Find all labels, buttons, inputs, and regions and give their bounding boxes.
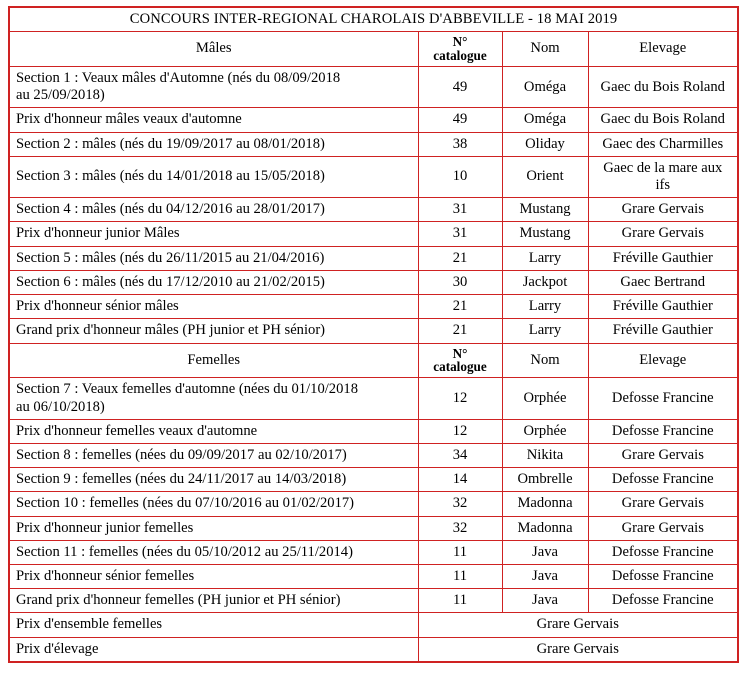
row-label: Prix d'honneur femelles veaux d'automne	[9, 419, 418, 443]
table-row	[9, 246, 738, 270]
row-nom: Mustang	[502, 222, 588, 246]
row-elevage: Gaec du Bois Roland	[588, 108, 738, 132]
row-catalogue: 32	[418, 516, 502, 540]
row-label: Section 3 : mâles (nés du 14/01/2018 au 15/05/2018)	[9, 156, 418, 197]
table-row	[9, 378, 738, 419]
row-catalogue: 21	[418, 319, 502, 343]
summary-row	[9, 613, 738, 637]
row-label-line1: Section 7 : Veaux femelles d'automne (nées du 01/10/2018	[16, 381, 358, 398]
row-catalogue: 31	[418, 198, 502, 222]
row-catalogue: 11	[418, 589, 502, 613]
row-label-line2: au 06/10/2018)	[16, 398, 105, 415]
femelles-header-row	[9, 343, 738, 378]
row-elevage: Fréville Gauthier	[588, 295, 738, 319]
row-nom: Java	[502, 589, 588, 613]
column-header-catalogue	[418, 343, 502, 378]
table-row	[9, 492, 738, 516]
row-catalogue: 12	[418, 378, 502, 419]
row-label: Grand prix d'honneur femelles (PH junior et PH sénior)	[9, 589, 418, 613]
table-row	[9, 132, 738, 156]
column-header-nom: Nom	[502, 343, 588, 378]
row-label: Section 10 : femelles (nées du 07/10/2016 au 01/02/2017)	[9, 492, 418, 516]
row-label: Section 2 : mâles (nés du 19/09/2017 au 08/01/2018)	[9, 132, 418, 156]
table-row	[9, 319, 738, 343]
row-nom: Madonna	[502, 492, 588, 516]
table-row	[9, 540, 738, 564]
row-elevage: Grare Gervais	[588, 222, 738, 246]
row-label: Prix d'honneur junior Mâles	[9, 222, 418, 246]
femelles-section-header: Femelles	[9, 343, 418, 378]
column-header-nom: Nom	[502, 32, 588, 67]
catalogue-header-line1: N°	[452, 345, 468, 361]
table-row	[9, 156, 738, 197]
row-catalogue: 21	[418, 295, 502, 319]
table-row	[9, 270, 738, 294]
row-nom: Orient	[502, 156, 588, 197]
row-label-line2: au 25/09/2018)	[16, 87, 105, 104]
row-elevage: Gaec du Bois Roland	[588, 66, 738, 107]
row-nom: Larry	[502, 319, 588, 343]
table-row	[9, 108, 738, 132]
row-catalogue: 14	[418, 468, 502, 492]
results-table	[8, 6, 739, 663]
row-label	[9, 378, 418, 419]
row-label: Section 9 : femelles (nées du 24/11/2017 au 14/03/2018)	[9, 468, 418, 492]
summary-row	[9, 637, 738, 662]
row-elevage: Defosse Francine	[588, 378, 738, 419]
table-row	[9, 198, 738, 222]
row-catalogue: 12	[418, 419, 502, 443]
table-row	[9, 443, 738, 467]
row-elevage: Grare Gervais	[588, 492, 738, 516]
row-nom: Larry	[502, 295, 588, 319]
catalogue-header-line1: N°	[452, 34, 468, 50]
summary-value: Grare Gervais	[418, 637, 738, 662]
row-label: Prix d'honneur junior femelles	[9, 516, 418, 540]
row-catalogue: 30	[418, 270, 502, 294]
row-catalogue: 11	[418, 565, 502, 589]
table-row	[9, 565, 738, 589]
row-label: Grand prix d'honneur mâles (PH junior et PH sénior)	[9, 319, 418, 343]
row-elevage: Defosse Francine	[588, 540, 738, 564]
row-nom: Nikita	[502, 443, 588, 467]
row-nom: Oliday	[502, 132, 588, 156]
row-catalogue: 10	[418, 156, 502, 197]
summary-label: Prix d'élevage	[9, 637, 418, 662]
row-catalogue: 11	[418, 540, 502, 564]
table-row	[9, 516, 738, 540]
row-nom: Oméga	[502, 66, 588, 107]
males-section-header: Mâles	[9, 32, 418, 67]
row-catalogue: 31	[418, 222, 502, 246]
catalogue-header-line2: catalogue	[433, 48, 487, 64]
row-label: Section 6 : mâles (nés du 17/12/2010 au 21/02/2015)	[9, 270, 418, 294]
column-header-catalogue	[418, 32, 502, 67]
table-row	[9, 419, 738, 443]
row-catalogue: 34	[418, 443, 502, 467]
table-row	[9, 589, 738, 613]
summary-label: Prix d'ensemble femelles	[9, 613, 418, 637]
row-label: Prix d'honneur sénior mâles	[9, 295, 418, 319]
row-nom: Mustang	[502, 198, 588, 222]
row-elevage: Grare Gervais	[588, 516, 738, 540]
table-title-row	[9, 7, 738, 32]
column-header-elevage: Elevage	[588, 32, 738, 67]
row-catalogue: 32	[418, 492, 502, 516]
row-nom: Java	[502, 565, 588, 589]
row-elevage: Defosse Francine	[588, 589, 738, 613]
column-header-elevage: Elevage	[588, 343, 738, 378]
row-label: Section 5 : mâles (nés du 26/11/2015 au 21/04/2016)	[9, 246, 418, 270]
row-elevage: Fréville Gauthier	[588, 246, 738, 270]
table-row	[9, 222, 738, 246]
row-nom: Jackpot	[502, 270, 588, 294]
row-elevage: Gaec des Charmilles	[588, 132, 738, 156]
row-label	[9, 66, 418, 107]
row-label-line1: Section 1 : Veaux mâles d'Automne (nés du 08/09/2018	[16, 69, 341, 86]
summary-value: Grare Gervais	[418, 613, 738, 637]
document-title: CONCOURS INTER-REGIONAL CHAROLAIS D'ABBEVILLE - 18 MAI 2019	[9, 7, 738, 32]
table-row	[9, 468, 738, 492]
row-label: Prix d'honneur mâles veaux d'automne	[9, 108, 418, 132]
row-label: Prix d'honneur sénior femelles	[9, 565, 418, 589]
row-label: Section 11 : femelles (nées du 05/10/2012 au 25/11/2014)	[9, 540, 418, 564]
row-nom: Ombrelle	[502, 468, 588, 492]
row-elevage: Grare Gervais	[588, 198, 738, 222]
row-catalogue: 49	[418, 66, 502, 107]
row-elevage: Gaec de la mare aux ifs	[588, 156, 738, 197]
row-elevage: Gaec Bertrand	[588, 270, 738, 294]
catalogue-header-line2: catalogue	[433, 359, 487, 375]
row-label: Section 8 : femelles (nées du 09/09/2017 au 02/10/2017)	[9, 443, 418, 467]
row-elevage: Defosse Francine	[588, 565, 738, 589]
row-label: Section 4 : mâles (nés du 04/12/2016 au 28/01/2017)	[9, 198, 418, 222]
row-elevage: Defosse Francine	[588, 419, 738, 443]
row-catalogue: 21	[418, 246, 502, 270]
row-nom: Java	[502, 540, 588, 564]
row-nom: Orphée	[502, 419, 588, 443]
row-nom: Oméga	[502, 108, 588, 132]
males-header-row	[9, 32, 738, 67]
row-nom: Orphée	[502, 378, 588, 419]
row-nom: Larry	[502, 246, 588, 270]
row-catalogue: 38	[418, 132, 502, 156]
row-catalogue: 49	[418, 108, 502, 132]
table-row	[9, 66, 738, 107]
row-elevage: Fréville Gauthier	[588, 319, 738, 343]
row-elevage: Grare Gervais	[588, 443, 738, 467]
row-elevage: Defosse Francine	[588, 468, 738, 492]
table-row	[9, 295, 738, 319]
row-nom: Madonna	[502, 516, 588, 540]
